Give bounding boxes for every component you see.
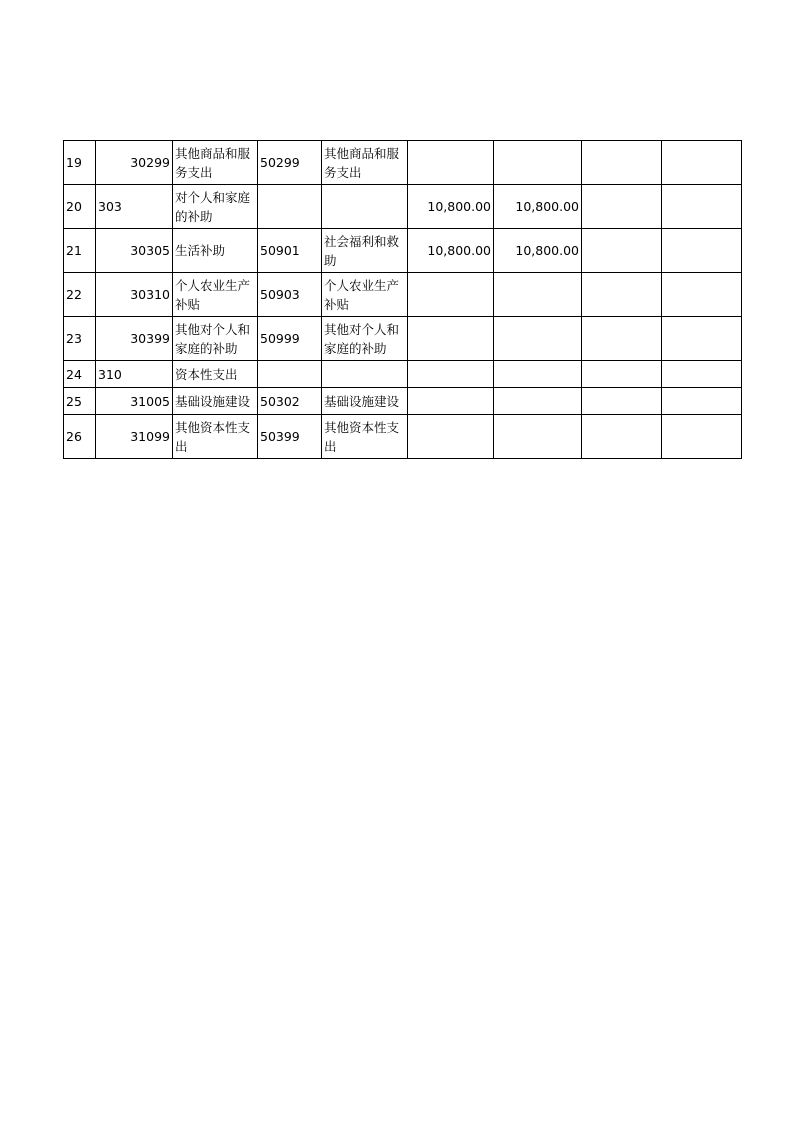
amount-extra-2: [662, 388, 742, 415]
row-index: 25: [64, 388, 96, 415]
amount-extra-1: [582, 273, 662, 317]
gov-econ-code: 50302: [258, 388, 322, 415]
gov-econ-code: [258, 361, 322, 388]
econ-code: 30310: [96, 273, 173, 317]
amount-extra-1: [582, 415, 662, 459]
row-index: 22: [64, 273, 96, 317]
econ-name: 生活补助: [173, 229, 258, 273]
gov-econ-name: 个人农业生产补贴: [322, 273, 408, 317]
econ-code: 30299: [96, 141, 173, 185]
amount-total: 10,800.00: [408, 229, 494, 273]
table-row: [64, 185, 742, 229]
row-index: 23: [64, 317, 96, 361]
amount-extra-2: [662, 141, 742, 185]
table-row: [64, 415, 742, 459]
amount-extra-1: [582, 361, 662, 388]
econ-code: 310: [96, 361, 173, 388]
amount-extra-1: [582, 185, 662, 229]
econ-code: 30305: [96, 229, 173, 273]
amount-extra-2: [662, 317, 742, 361]
gov-econ-name: [322, 185, 408, 229]
table-row: [64, 317, 742, 361]
amount-extra-1: [582, 229, 662, 273]
amount-basic: 10,800.00: [494, 229, 582, 273]
econ-code: 31005: [96, 388, 173, 415]
econ-name: 个人农业生产补贴: [173, 273, 258, 317]
row-index: 19: [64, 141, 96, 185]
amount-basic: [494, 415, 582, 459]
amount-total: [408, 388, 494, 415]
amount-extra-2: [662, 273, 742, 317]
amount-total: [408, 273, 494, 317]
table-row: [64, 141, 742, 185]
budget-table: [63, 140, 742, 459]
gov-econ-name: 其他对个人和家庭的补助: [322, 317, 408, 361]
gov-econ-name: 社会福利和救助: [322, 229, 408, 273]
amount-total: [408, 361, 494, 388]
econ-code: 303: [96, 185, 173, 229]
amount-basic: [494, 273, 582, 317]
gov-econ-code: 50999: [258, 317, 322, 361]
table-row: [64, 273, 742, 317]
gov-econ-name: 其他商品和服务支出: [322, 141, 408, 185]
amount-extra-2: [662, 229, 742, 273]
econ-name: 基础设施建设: [173, 388, 258, 415]
amount-total: [408, 415, 494, 459]
amount-extra-1: [582, 388, 662, 415]
econ-name: 其他商品和服务支出: [173, 141, 258, 185]
amount-total: [408, 141, 494, 185]
amount-extra-2: [662, 415, 742, 459]
econ-name: 资本性支出: [173, 361, 258, 388]
amount-basic: [494, 388, 582, 415]
amount-basic: [494, 361, 582, 388]
row-index: 20: [64, 185, 96, 229]
gov-econ-code: 50399: [258, 415, 322, 459]
gov-econ-code: 50299: [258, 141, 322, 185]
amount-basic: 10,800.00: [494, 185, 582, 229]
econ-name: 其他资本性支出: [173, 415, 258, 459]
gov-econ-code: [258, 185, 322, 229]
econ-code: 30399: [96, 317, 173, 361]
table-row: [64, 229, 742, 273]
econ-name: 其他对个人和家庭的补助: [173, 317, 258, 361]
amount-basic: [494, 317, 582, 361]
econ-code: 31099: [96, 415, 173, 459]
table-row: [64, 388, 742, 415]
gov-econ-name: 其他资本性支出: [322, 415, 408, 459]
amount-extra-2: [662, 185, 742, 229]
amount-extra-2: [662, 361, 742, 388]
gov-econ-name: [322, 361, 408, 388]
amount-total: 10,800.00: [408, 185, 494, 229]
amount-extra-1: [582, 141, 662, 185]
table-body: [64, 141, 742, 459]
row-index: 26: [64, 415, 96, 459]
gov-econ-name: 基础设施建设: [322, 388, 408, 415]
amount-basic: [494, 141, 582, 185]
row-index: 21: [64, 229, 96, 273]
gov-econ-code: 50903: [258, 273, 322, 317]
econ-name: 对个人和家庭的补助: [173, 185, 258, 229]
gov-econ-code: 50901: [258, 229, 322, 273]
amount-total: [408, 317, 494, 361]
row-index: 24: [64, 361, 96, 388]
table-row: [64, 361, 742, 388]
amount-extra-1: [582, 317, 662, 361]
